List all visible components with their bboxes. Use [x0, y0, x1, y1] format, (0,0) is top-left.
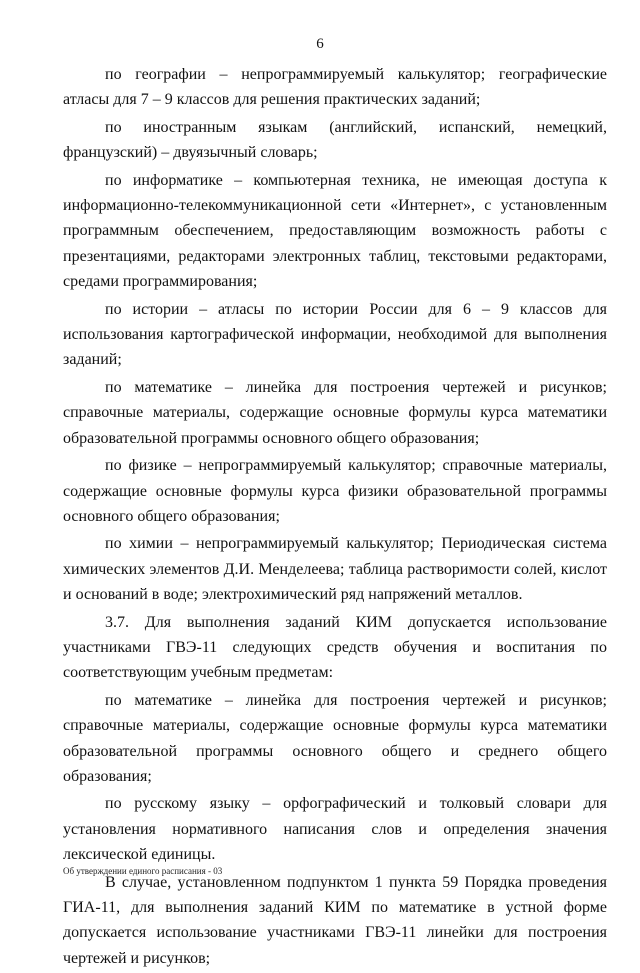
paragraph-history: по истории – атласы по истории России для 6 – 9 классов для использования картографической информации, необходимой для выполнения заданий; [63, 300, 607, 369]
paragraph-informatics: по информатике – компьютерная техника, не имеющая доступа к информационно-телекоммуникационной сети «Интернет», с установленным программным обеспечением, предоставляющим возможность работы с презентациями, редакторами электронных таблиц, текстовыми редакторами, средами программирования; [63, 171, 607, 291]
paragraph-chemistry: по химии – непрограммируемый калькулятор; Периодическая система химических элементов Д.И. Менделеева; таблица растворимости солей, кислот и оснований в воде; электрохимический ряд напряжений металлов. [63, 535, 607, 604]
paragraph-section-3-7: 3.7. Для выполнения заданий КИМ допускается использование участниками ГВЭ-11 следующих средств обучения и воспитания по соответствующим учебным предметам: [63, 613, 607, 682]
paragraph-mathematics: по математике – линейка для построения чертежей и рисунков; справочные материалы, содержащие основные формулы курса математики образовательной программы основного общего образования; [63, 378, 607, 447]
paragraph-oral-form: В случае, установленном подпунктом 1 пункта 59 Порядка проведения ГИА-11, для выполнения заданий КИМ по математике в устной форме допускается использование участниками ГВЭ-11 линейки для построения чертежей и рисунков; [63, 873, 607, 967]
paragraph-geography: по географии – непрограммируемый калькулятор; географические атласы для 7 – 9 классов для решения практических заданий; [63, 66, 607, 109]
paragraph-gve-russian: по русскому языку – орфографический и толковый словари для установления нормативного написания слов и определения значения лексической единицы. [63, 795, 607, 864]
paragraph-gve-mathematics: по математике – линейка для построения чертежей и рисунков; справочные материалы, содержащие основные формулы курса математики образовательной программы основного общего и среднего общего образования; [63, 691, 607, 785]
document-body [63, 62, 607, 973]
page-number: 6 [316, 36, 324, 52]
paragraph-foreign-languages: по иностранным языкам (английский, испанский, немецкий, французский) – двуязычный словарь; [63, 118, 607, 162]
document-footer: Об утверждении единого расписания - 03 [63, 866, 223, 876]
paragraph-physics: по физике – непрограммируемый калькулятор; справочные материалы, содержащие основные формулы курса физики образовательной программы основного общего образования; [63, 457, 607, 525]
